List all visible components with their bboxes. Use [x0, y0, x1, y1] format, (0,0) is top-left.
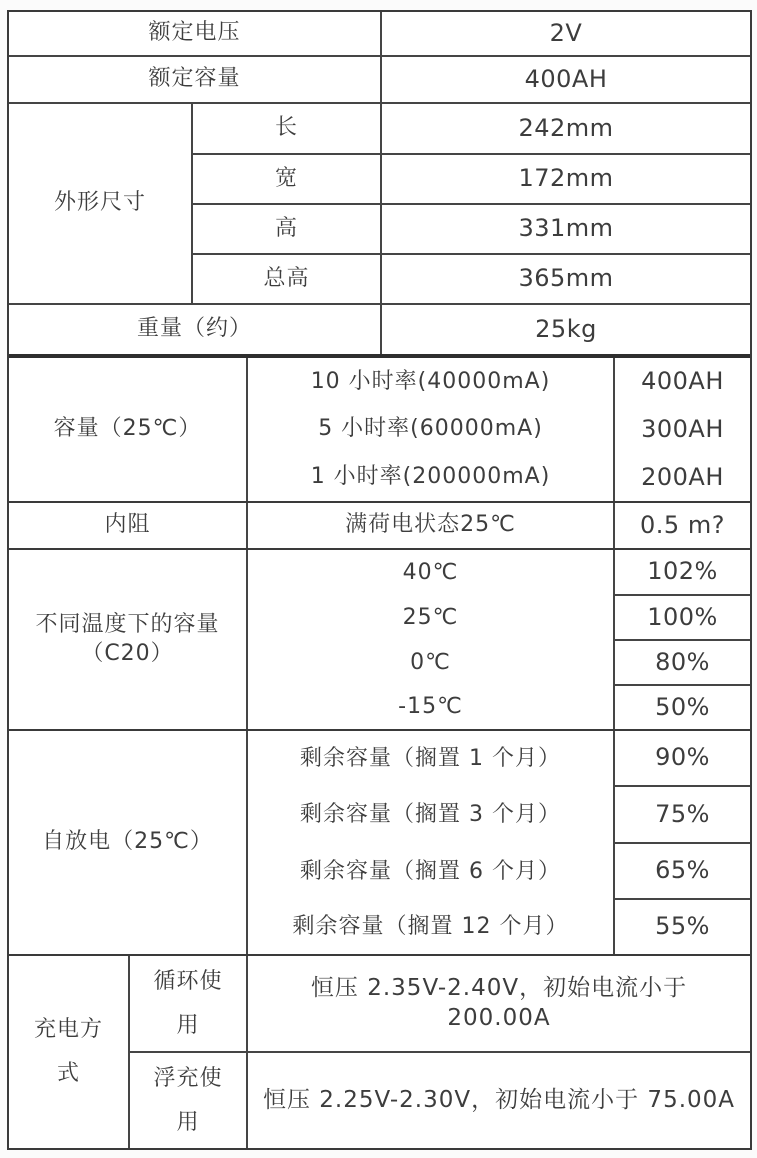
capacity-rate-1h: 1 小时率(200000mA) [310, 463, 551, 489]
temp-capacity-25c: 100% [615, 596, 750, 641]
self-discharge-label: 自放电（25℃） [9, 731, 248, 954]
charging-method-label [9, 956, 130, 1148]
capacity-value-5h: 300AH [641, 414, 724, 443]
capacity-rate-5h: 5 小时率(60000mA) [318, 416, 543, 442]
temp-capacity-40c: 102% [615, 550, 750, 596]
self-discharge-6-month-condition: 剩余容量（搁置 6 个月） [248, 844, 615, 900]
self-discharge-1-month-value: 90% [615, 731, 750, 787]
capacity-value-10h: 400AH [641, 367, 724, 396]
rated-voltage-value: 2V [382, 12, 750, 57]
section-basic-specs [9, 12, 750, 354]
section-temperature-capacity [9, 548, 750, 729]
charging-mode-cycle-label [130, 956, 248, 1053]
dimension-value-width: 172mm [382, 155, 750, 205]
rated-capacity-value: 400AH [382, 57, 750, 104]
capacity-25c-label: 容量（25℃） [9, 358, 248, 501]
temperature-capacity-label [9, 550, 248, 729]
charging-mode-cycle-value: 恒压 2.35V-2.40V，初始电流小于 200.00A [248, 956, 750, 1053]
internal-resistance-label: 内阻 [9, 503, 248, 548]
capacity-value-list [615, 358, 750, 501]
internal-resistance-condition: 满荷电状态25℃ [248, 503, 615, 548]
charging-mode-cycle-line1: 循环使 [153, 968, 223, 994]
dimension-value-total-height: 365mm [382, 255, 750, 305]
dimension-name-width: 宽 [193, 155, 382, 205]
section-capacity-25c [9, 354, 750, 501]
section-charging-method [9, 954, 750, 1148]
rated-capacity-label: 额定容量 [9, 57, 382, 104]
temp-40c: 40℃ [248, 550, 615, 596]
weight-value: 25kg [535, 314, 597, 343]
charging-mode-float-value: 恒压 2.25V-2.30V，初始电流小于 75.00A [262, 1086, 736, 1113]
weight-label: 重量（约） [9, 305, 382, 354]
temperature-capacity-label-line2: （C20） [81, 640, 174, 666]
dimensions-label: 外形尺寸 [9, 104, 193, 305]
rated-voltage-label: 额定电压 [9, 12, 382, 57]
self-discharge-1-month-condition: 剩余容量（搁置 1 个月） [248, 731, 615, 787]
section-self-discharge [9, 729, 750, 954]
charging-mode-float-line1: 浮充使 [153, 1065, 223, 1091]
self-discharge-3-month-value: 75% [615, 787, 750, 844]
dimension-value-height: 331mm [382, 205, 750, 255]
internal-resistance-value: 0.5 m? [640, 510, 725, 539]
battery-spec-table [7, 10, 752, 1150]
dimension-name-height: 高 [193, 205, 382, 255]
charging-mode-float-label [130, 1053, 248, 1148]
dimension-value-length: 242mm [382, 104, 750, 155]
temp-minus15c: -15℃ [248, 686, 615, 729]
capacity-rate-10h: 10 小时率(40000mA) [310, 368, 551, 394]
dimension-name-total-height: 总高 [193, 255, 382, 305]
dimension-name-length: 长 [193, 104, 382, 155]
self-discharge-12-month-condition: 剩余容量（搁置 12 个月） [248, 900, 615, 954]
self-discharge-3-month-condition: 剩余容量（搁置 3 个月） [248, 787, 615, 844]
temp-25c: 25℃ [248, 596, 615, 641]
charging-method-label-line1: 充电方 [33, 1017, 103, 1042]
self-discharge-6-month-value: 65% [615, 844, 750, 900]
charging-mode-cycle-line2: 用 [176, 1012, 200, 1038]
capacity-rate-list [248, 358, 615, 501]
charging-method-label-line2: 式 [56, 1061, 80, 1086]
temp-0c: 0℃ [248, 641, 615, 686]
temp-capacity-0c: 80% [615, 641, 750, 686]
section-internal-resistance [9, 501, 750, 548]
capacity-value-1h: 200AH [641, 462, 724, 491]
self-discharge-12-month-value: 55% [655, 912, 710, 941]
temperature-capacity-label-line1: 不同温度下的容量 [35, 611, 220, 637]
temp-capacity-minus15c: 50% [655, 692, 710, 721]
charging-mode-float-line2: 用 [176, 1109, 200, 1135]
